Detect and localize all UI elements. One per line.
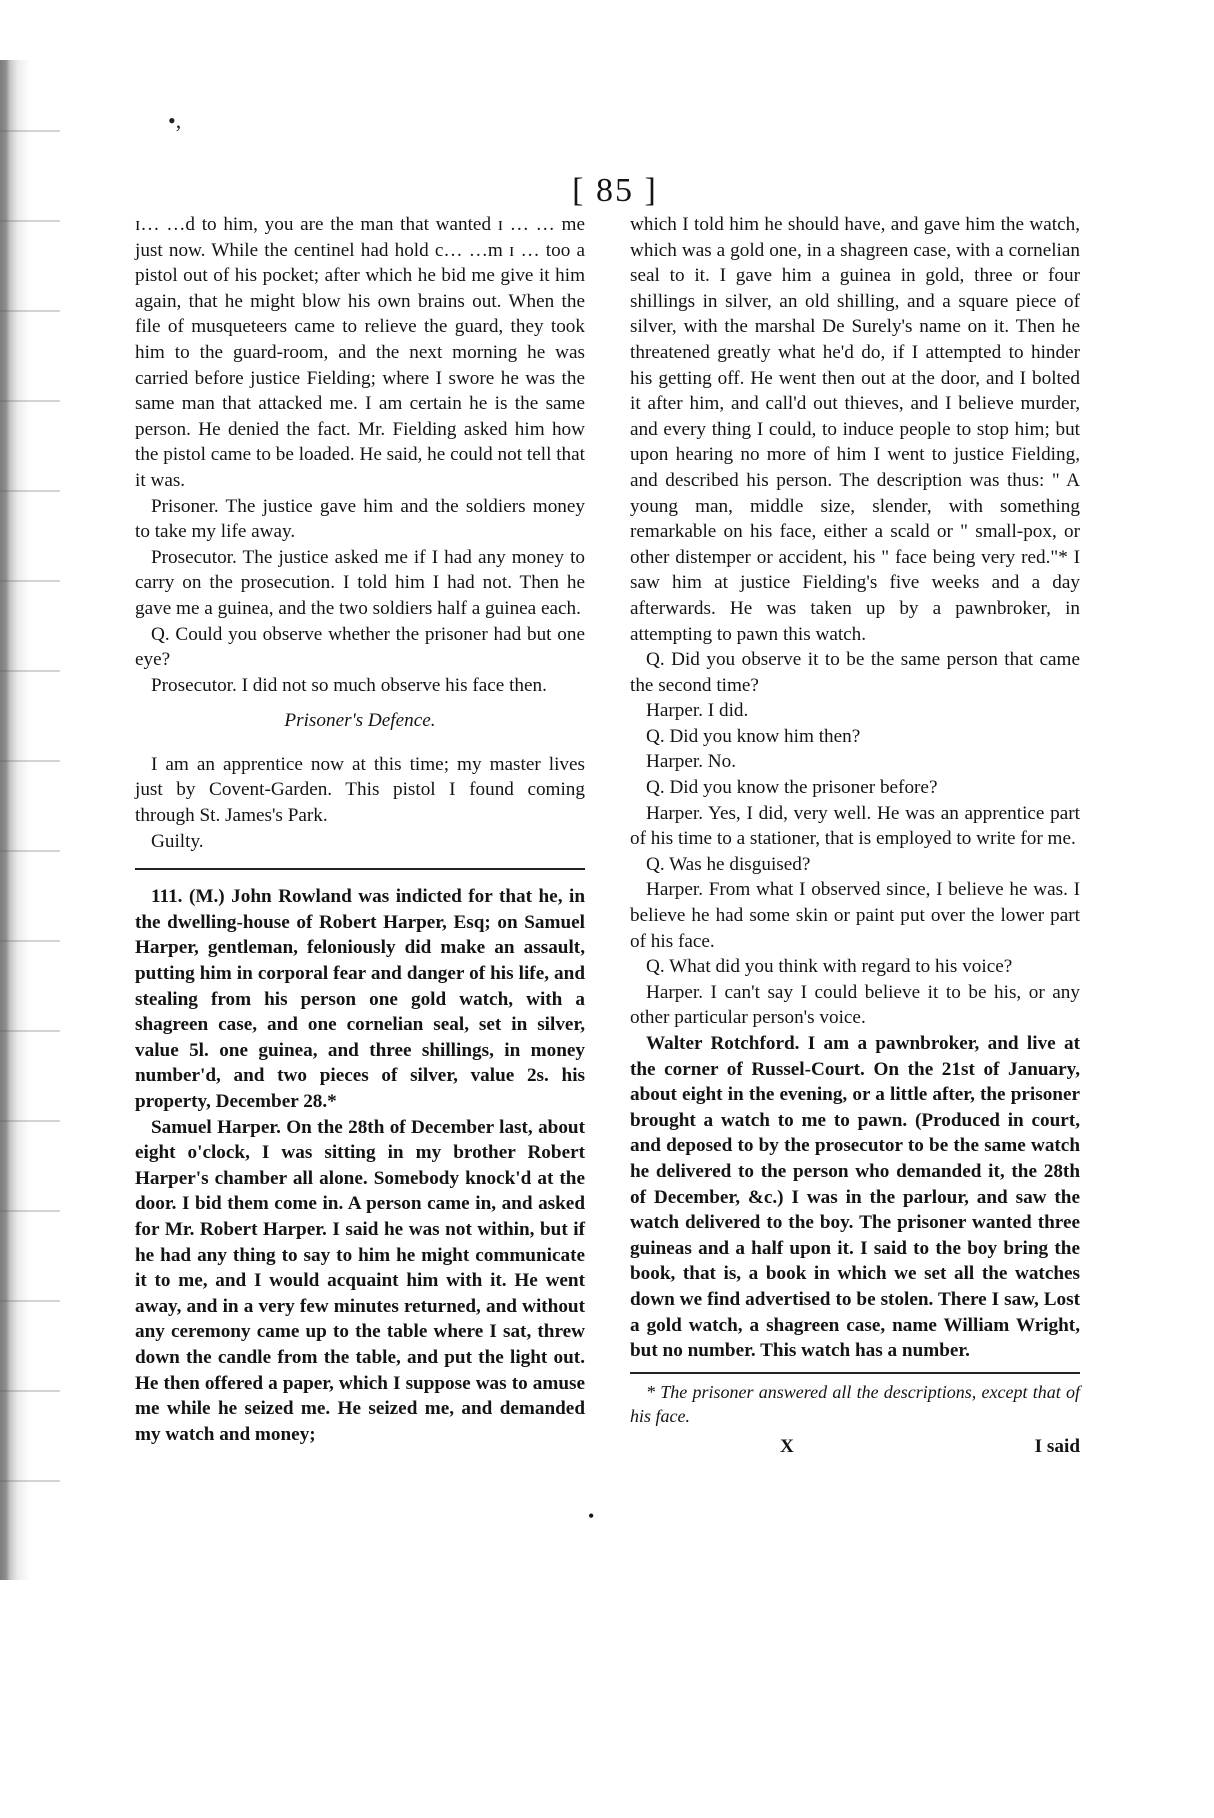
paragraph: ɪ… …d to him, you are the man that wanted ɪ … … me just now. While the centinel had hold c… …m ɪ … too a pistol out of his pocket; after which he bid me give it him again, that he might blow his own brains out. When the file of musqueteers came to relieve the guard, they took him to the guard-room, and the next morning he was carried before justice Fielding; where I swore he was the same man that attacked me. I am certain he is the same person. He denied the fact. Mr. Fielding asked him how the pistol came to be loaded. He said, he could not tell that it was. (135, 214, 585, 491)
page-footer (630, 1434, 1080, 1464)
paragraph: Prosecutor. I did not so much observe his face then. (151, 674, 547, 696)
bottom-mark: • (588, 1506, 595, 1526)
paragraph: Samuel Harper. On the 28th of December last, about eight o'clock, I was sitting in my brother Robert Harper's chamber all alone. Somebody knock'd at the door. I bid them come in. A person came in, and asked for Mr. Robert Harper. I said he was not within, but if he had any thing to say to him he might communicate it to me, and I would acquaint him with it. He went away, and in a very few minutes returned, and without any ceremony came up to the table where I sat, threw down the candle from the table, and put the light out. He then offered a paper, which I suppose was to amuse me while he seized me. He seized me, and demanded my watch and money; (135, 1116, 585, 1445)
section-rule (135, 868, 585, 870)
verdict: Guilty. (151, 830, 204, 852)
paragraph: Q. Was he disguised? (646, 853, 811, 875)
defence-heading: Prisoner's Defence. (284, 710, 436, 732)
binding-marks (0, 90, 60, 1550)
paragraph: Prisoner. The justice gave him and the soldiers money to take my life away. (135, 495, 585, 543)
paragraph: Q. Did you know him then? (646, 725, 861, 747)
paragraph: Harper. No. (646, 751, 737, 773)
corner-mark: •, (168, 108, 182, 133)
paragraph: Q. Could you observe whether the prisoner had but one eye? (135, 623, 585, 671)
right-column (630, 212, 1080, 1464)
footnote-rule (630, 1372, 1080, 1374)
paragraph: Q. Did you know the prisoner before? (646, 777, 938, 799)
page-number: [ 85 ] (572, 172, 658, 209)
paragraph: Q. Did you observe it to be the same person that came the second time? (630, 649, 1080, 696)
paragraph: Harper. Yes, I did, very well. He was an apprentice part of his time to a stationer, that is employed to write for me. (630, 802, 1080, 850)
paragraph: which I told him he should have, and gave him the watch, which was a gold one, in a shagreen case, with a cornelian seal to it. I gave him a guinea in gold, three or four shillings in silver, an old shilling, and a square piece of silver, with the marshal De Surely's name on it. Then he threatened greatly what he'd do, if I attempted to hinder his getting off. He went then out at the door, and I bolted it after him, and call'd out thieves, and I believe murder, and every thing I could, to induce people to stop him; but upon hearing no more of him I went to justice Fielding, and described his person. The description was thus: " A young man, middle size, slender, with something remarkable on his face, either a scald or " small-pox, or other distemper or accident, his " face being very red."* I saw him at justice Fielding's five weeks and a day afterwards. He was taken up by a pawnbroker, in attempting to pawn this watch. (630, 214, 1080, 645)
paragraph: Harper. I did. (646, 700, 749, 722)
paragraph: Prosecutor. The justice asked me if I had any money to carry on the prosecution. I told him I had not. Then he gave me a guinea, and the two soldiers half a guinea each. (135, 546, 585, 619)
footnote: * The prisoner answered all the descriptions, except that of his face. (630, 1381, 1080, 1426)
paragraph: Harper. I can't say I could believe it to be his, or any other particular person's voice. (630, 981, 1080, 1029)
paragraph: I am an apprentice now at this time; my master lives just by Covent-Garden. This pistol I found coming through St. James's Park. (135, 753, 585, 827)
catchword: I said (1034, 1435, 1080, 1457)
case-heading-paragraph: 111. (M.) John Rowland was indicted for that he, in the dwelling-house of Robert Harper, Esq; on Samuel Harper, gentleman, feloniously did make an assault, putting him in corporal fear and danger of his life, and stealing from his person one gold watch, with a shagreen case, and one cornelian seal, set in silver, value 5l. one guinea, and three shillings, in money number'd, and two pieces of silver, value 2s. his property, December 28.* (135, 886, 585, 1112)
signature-mark: X (780, 1435, 794, 1457)
paragraph: Walter Rotchford. I am a pawnbroker, and live at the corner of Russel-Court. On the 21st of January, about eight in the evening, or a little after, the prisoner brought a watch to me to pawn. (Produced in court, and deposed to by the prosecutor to be the same watch he delivered to the person who demanded it, the 28th of December, &c.) I was in the parlour, and saw the watch delivered to the boy. The prisoner wanted three guineas and a half upon it. I said to the boy bring the book, that is, a book in which we set all the watches down we find advertised to be stolen. There I saw, Lost a gold watch, a shagreen case, name William Wright, but no number. This watch has a number. (630, 1033, 1080, 1362)
paragraph: Harper. From what I observed since, I believe he was. I believe he had some skin or paint put over the lower part of his face. (630, 879, 1080, 952)
left-column (135, 212, 585, 1447)
paragraph: Q. What did you think with regard to his voice? (646, 956, 1013, 978)
